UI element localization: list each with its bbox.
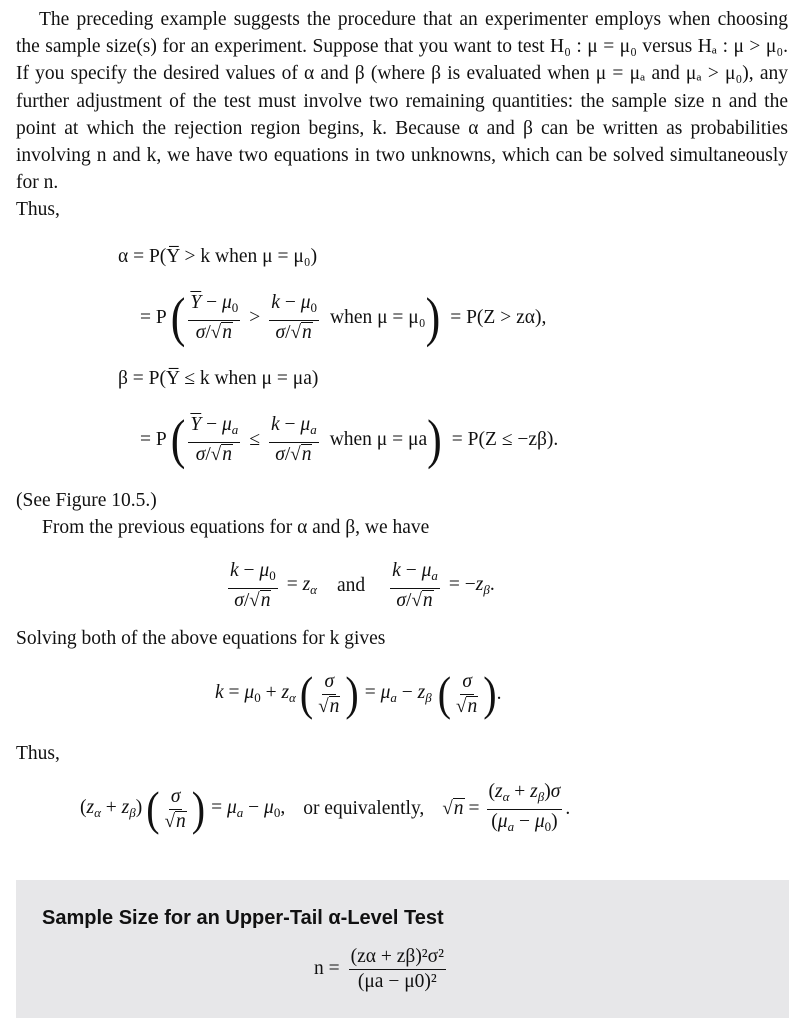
right-paren: ) <box>425 286 441 348</box>
frac-ybar-mua: $\overline{Y} - \mu_a$ σ/ √ n <box>190 414 239 465</box>
intro-text: The preceding example suggests the procedure that an experimenter employs when choosing the sample size(s) for an experiment. Suppose that you want to test H₀ : μ = μ₀ versus Hₐ : μ > μ₀. If you specify the desired values of α and β (where β is evaluated when μ = μₐ and μₐ > μ₀), any further adjustment of the test must involve two remaining quantities: the sample size n and the point at which the rejection region begins, k. Because α and β can be written as probabilities involving n and k, we have two equations in two unknowns, which can be solved simultaneously for n. <box>16 9 788 194</box>
pair-equations: $k - \mu_0$ σ/ √ n = $z_\alpha$ and $k - \mu_a$ σ/ √ n = $-z_\beta$. <box>230 560 495 611</box>
n-relation: $(z_\alpha + z_\beta)$ ( σ √ n ) = $\mu_a - \mu_0$, or equivalently, √ n = $\frac{(z_\alpha + z_\beta)\sigma}{(\mu_a - \mu_0)}$ . <box>80 778 570 840</box>
box-formula <box>314 938 449 1000</box>
or-equivalently: or equivalently, <box>303 798 425 819</box>
alpha-standardized: = P ( $\overline{Y} - \mu_0$ σ/ √ n > $k - \mu_0$ σ/ √ n when μ = μ₀ ) = P(Z > zα), <box>140 286 547 348</box>
intro-paragraph <box>16 6 788 224</box>
sample-size-box <box>16 880 789 1018</box>
see-figure: (See Figure 10.5.) <box>16 490 157 511</box>
frac-sqrtn-solution: $\frac{(z_\alpha + z_\beta)\sigma}{(\mu_a - \mu_0)}$ <box>488 780 561 834</box>
frac-sigma-sqrtn: σ √ n <box>164 785 186 832</box>
and-word: and <box>337 575 366 596</box>
left-paren: ( <box>170 286 186 348</box>
k-equation: $k = \mu_0 + z_\alpha$ ( σ √ n ) = $\mu_a - z_\beta$ ( σ √ n ) . <box>215 666 502 721</box>
frac-k-mua: $k - \mu_a$ σ/ √ n <box>270 414 317 465</box>
frac-k-mu0: $k - \mu_0$ σ/ √ n <box>230 560 276 611</box>
beta-result: = P(Z ≤ −zβ). <box>451 429 559 450</box>
when-mu0: when μ = μ₀ <box>329 307 426 328</box>
formula-lhs: n = <box>314 958 340 979</box>
alpha-prefix: = P <box>140 307 167 328</box>
frac-k-mua: $k - \mu_a$ σ/ √ n <box>392 560 438 611</box>
thus-text: Thus, <box>16 743 60 764</box>
from-previous: From the previous equations for α and β, we have <box>42 517 430 538</box>
frac-k-mu0: $k - \mu_0$ σ/ √ n <box>271 292 317 343</box>
when-mua: when μ = μa <box>329 429 428 450</box>
formula-denominator: (μa − μ0)² <box>357 970 437 992</box>
box-title: Sample Size for an Upper-Tail α-Level Test <box>42 907 444 929</box>
sample-size-fraction <box>349 946 446 993</box>
alpha-definition: α = P(Y̅ > k when μ = μ₀) <box>118 246 318 267</box>
beta-standardized: = P ( $\overline{Y} - \mu_a$ σ/ √ n ≤ $k - \mu_a$ σ/ √ n when μ = μa ) = P(Z ≤ −zβ). <box>140 408 559 470</box>
solving-text: Solving both of the above equations for k gives <box>16 628 386 649</box>
frac-sigma-sqrtn: σ √ n <box>456 670 478 717</box>
formula-numerator: (zα + zβ)²σ² <box>349 946 446 970</box>
right-paren: ) <box>427 408 442 470</box>
frac-sigma-sqrtn: σ √ n <box>318 670 340 717</box>
beta-definition: β = P(Y̅ ≤ k when μ = μa) <box>118 368 319 389</box>
left-paren: ( <box>170 408 186 470</box>
alpha-result: = P(Z > zα), <box>450 307 547 328</box>
beta-prefix: = P <box>140 429 167 450</box>
frac-ybar-mu0: $\overline{Y} - \mu_0$ σ/ √ n <box>190 292 239 343</box>
intro-thus: Thus, <box>16 199 60 221</box>
